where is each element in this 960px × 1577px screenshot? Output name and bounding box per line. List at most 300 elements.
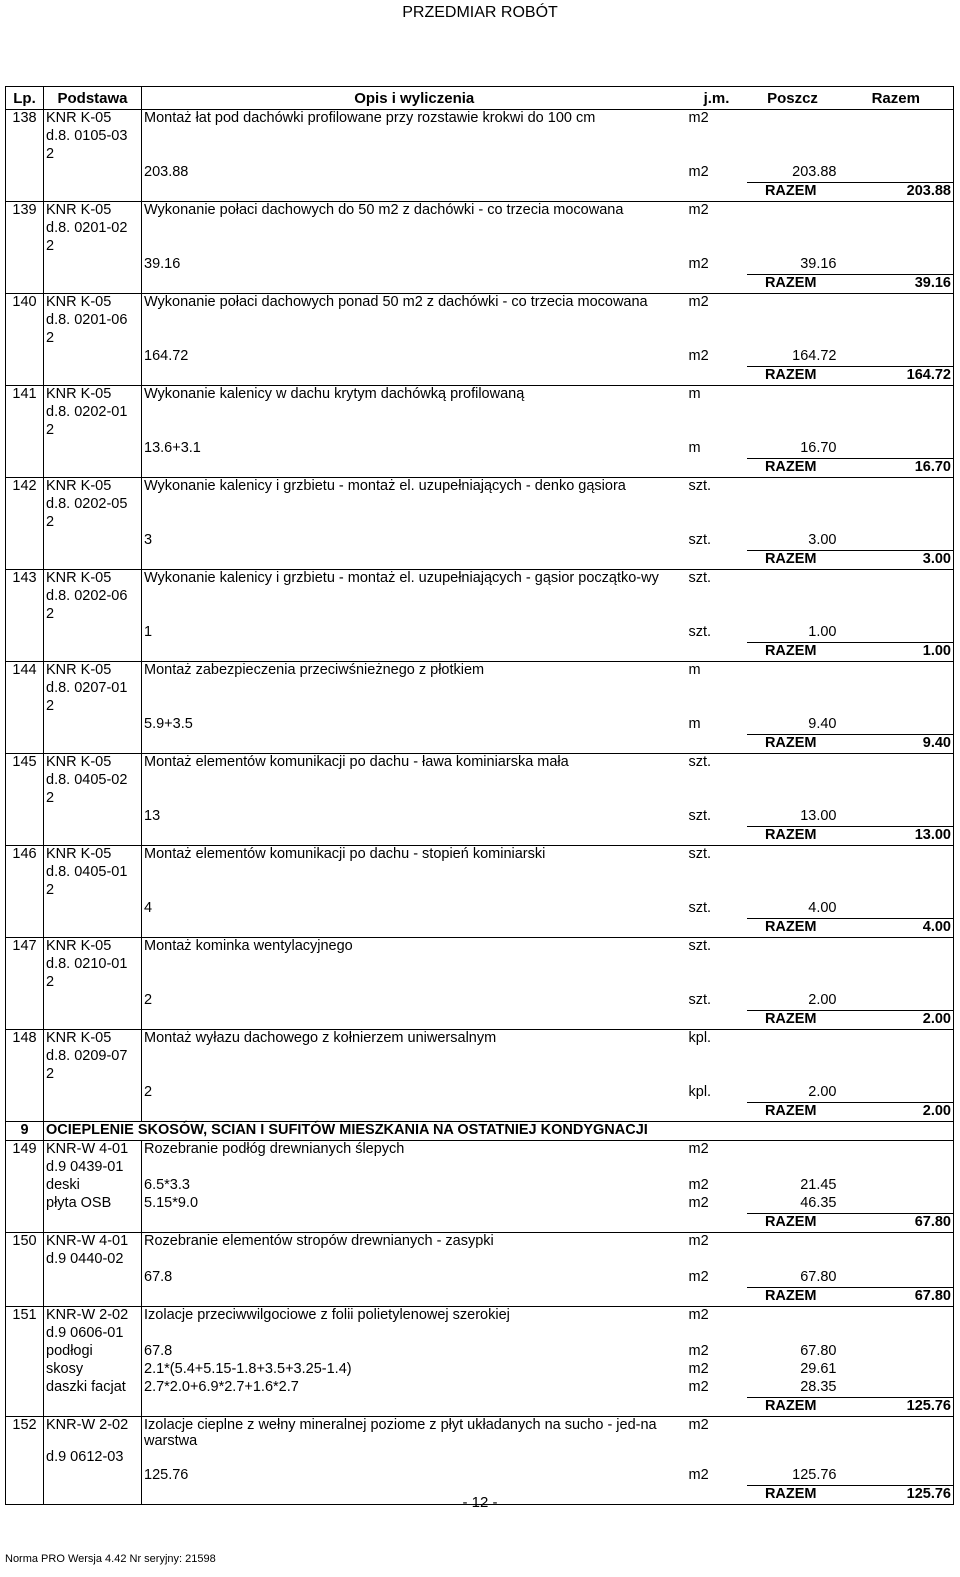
item-lp-empty [6, 1398, 44, 1417]
item-empty [44, 1214, 142, 1233]
calc-label: płyta OSB [44, 1195, 142, 1214]
item-lp: 143 [6, 570, 44, 589]
calc-partial-value: 164.72 [792, 348, 837, 364]
item-lp-empty [6, 919, 44, 938]
item-empty [44, 827, 142, 846]
section-row [6, 1122, 954, 1141]
calc-formula: 1 [144, 624, 153, 640]
item-empty [687, 146, 747, 164]
item-lp-empty [6, 1325, 44, 1343]
item-lp-empty [6, 1288, 44, 1307]
item-empty [747, 1141, 839, 1160]
item-lp: 151 [6, 1307, 44, 1326]
item-empty [747, 790, 839, 808]
item-lp-empty [6, 128, 44, 146]
item-description: Montaż kominka wentylacyjnego [144, 938, 353, 954]
calc-row [6, 1343, 954, 1361]
item-empty [839, 938, 954, 957]
item-podstawa: KNR K-05 [44, 570, 142, 589]
table-row [6, 1251, 954, 1269]
item-empty [687, 974, 747, 992]
item-lp-empty [6, 146, 44, 164]
table-body [6, 110, 954, 1505]
item-lp-empty [6, 183, 44, 202]
calc-unit: m2 [688, 164, 709, 180]
item-empty [44, 1467, 142, 1486]
item-empty [747, 386, 839, 405]
item-empty [747, 1048, 839, 1066]
item-podstawa: KNR K-05 [44, 846, 142, 865]
table-row [6, 938, 954, 957]
table-row [6, 882, 954, 900]
item-lp-empty [6, 643, 44, 662]
item-empty [747, 606, 839, 624]
table-row [6, 1066, 954, 1084]
calc-partial-value: 16.70 [800, 440, 837, 456]
table-row [6, 404, 954, 422]
calc-row [6, 164, 954, 183]
item-empty [44, 1269, 142, 1288]
total-value: 203.88 [839, 183, 954, 202]
item-empty [839, 1449, 954, 1467]
item-description: Montaż elementów komunikacji po dachu - ława kominiarska mała [144, 754, 569, 770]
item-empty [687, 514, 747, 532]
item-empty [44, 275, 142, 294]
item-lp-empty [6, 680, 44, 698]
item-empty [839, 1307, 954, 1326]
calc-formula: 2.7*2.0+6.9*2.7+1.6*2.7 [144, 1379, 299, 1395]
item-empty [142, 974, 687, 992]
item-empty [839, 128, 954, 146]
total-row [6, 919, 954, 938]
total-label: RAZEM [747, 551, 839, 570]
item-podstawa: 2 [44, 514, 142, 532]
table-row [6, 956, 954, 974]
item-empty [839, 496, 954, 514]
section-number: 9 [6, 1122, 44, 1141]
item-lp-empty [6, 1084, 44, 1103]
item-lp-empty [6, 1103, 44, 1122]
item-lp-empty [6, 974, 44, 992]
item-empty [44, 919, 142, 938]
calc-unit: m2 [688, 348, 709, 364]
item-lp-empty [6, 348, 44, 367]
table-row [6, 1030, 954, 1049]
total-label: RAZEM [747, 643, 839, 662]
item-empty [839, 1048, 954, 1066]
item-empty [747, 146, 839, 164]
col-header-poszcz: Poszcz [747, 87, 839, 110]
calc-unit: szt. [688, 900, 712, 916]
item-empty [44, 1084, 142, 1103]
total-row [6, 643, 954, 662]
item-empty [839, 422, 954, 440]
item-empty [687, 367, 747, 386]
item-empty [687, 275, 747, 294]
table-row [6, 238, 954, 256]
item-empty [747, 1307, 839, 1326]
calc-partial-value: 39.16 [800, 256, 837, 272]
col-header-jm: j.m. [687, 87, 747, 110]
total-value: 67.80 [839, 1288, 954, 1307]
item-empty [839, 992, 954, 1011]
item-empty [687, 128, 747, 146]
item-empty [839, 330, 954, 348]
calc-partial-value: 9.40 [808, 716, 837, 732]
item-empty [747, 202, 839, 221]
item-empty [44, 532, 142, 551]
item-empty [839, 238, 954, 256]
item-empty [839, 698, 954, 716]
item-lp: 147 [6, 938, 44, 957]
item-empty [142, 1398, 687, 1417]
item-lp-empty [6, 827, 44, 846]
item-lp-empty [6, 496, 44, 514]
total-label: RAZEM [747, 1486, 839, 1505]
item-empty [839, 312, 954, 330]
item-podstawa: 2 [44, 146, 142, 164]
item-empty [142, 330, 687, 348]
item-empty [747, 680, 839, 698]
item-empty [44, 367, 142, 386]
item-empty [839, 790, 954, 808]
item-empty [687, 827, 747, 846]
item-empty [142, 790, 687, 808]
table-row [6, 588, 954, 606]
item-lp-empty [6, 514, 44, 532]
item-empty [44, 164, 142, 183]
calc-unit: m2 [688, 1269, 709, 1285]
calc-label: deski [44, 1177, 142, 1195]
item-empty [687, 1449, 747, 1467]
item-description: Montaż wyłazu dachowego z kołnierzem uniwersalnym [144, 1030, 497, 1046]
item-empty [44, 551, 142, 570]
item-unit: m2 [688, 1233, 709, 1249]
item-lp-empty [6, 1343, 44, 1361]
item-empty [839, 348, 954, 367]
calc-formula: 13 [144, 808, 161, 824]
calc-unit: kpl. [688, 1084, 712, 1100]
table-row [6, 1325, 954, 1343]
total-row [6, 183, 954, 202]
item-empty [142, 514, 687, 532]
item-empty [142, 312, 687, 330]
total-label: RAZEM [747, 367, 839, 386]
total-row [6, 275, 954, 294]
item-empty [142, 1214, 687, 1233]
item-lp: 145 [6, 754, 44, 773]
item-empty [747, 1030, 839, 1049]
item-empty [839, 624, 954, 643]
total-value: 9.40 [839, 735, 954, 754]
item-empty [142, 367, 687, 386]
item-empty [142, 1251, 687, 1269]
table-row [6, 478, 954, 497]
calc-row [6, 900, 954, 919]
item-empty [747, 1325, 839, 1343]
calc-label: podłogi [44, 1343, 142, 1361]
calc-formula: 4 [144, 900, 153, 916]
total-label: RAZEM [747, 459, 839, 478]
item-description: Rozebranie podłóg drewnianych ślepych [144, 1141, 405, 1157]
item-podstawa: d.9 0439-01 [44, 1159, 142, 1177]
item-empty [142, 1103, 687, 1122]
calc-row [6, 1467, 954, 1486]
total-row [6, 735, 954, 754]
item-empty [747, 1251, 839, 1269]
item-empty [747, 570, 839, 589]
item-empty [747, 312, 839, 330]
item-empty [44, 643, 142, 662]
item-empty [687, 698, 747, 716]
item-lp: 144 [6, 662, 44, 681]
total-value: 39.16 [839, 275, 954, 294]
total-value: 2.00 [839, 1011, 954, 1030]
item-empty [142, 1011, 687, 1030]
item-podstawa: KNR K-05 [44, 202, 142, 221]
item-empty [142, 459, 687, 478]
item-lp-empty [6, 698, 44, 716]
item-empty [747, 864, 839, 882]
table-row [6, 1141, 954, 1160]
item-empty [142, 956, 687, 974]
item-lp-empty [6, 532, 44, 551]
item-empty [839, 882, 954, 900]
total-value: 125.76 [839, 1398, 954, 1417]
item-empty [44, 624, 142, 643]
item-empty [839, 974, 954, 992]
item-podstawa: d.8. 0201-06 [44, 312, 142, 330]
item-empty [687, 882, 747, 900]
item-empty [839, 202, 954, 221]
item-lp-empty [6, 882, 44, 900]
item-empty [687, 1288, 747, 1307]
calc-partial-value: 67.80 [800, 1269, 837, 1285]
item-empty [687, 790, 747, 808]
col-header-opis: Opis i wyliczenia [142, 87, 687, 110]
item-unit: szt. [688, 846, 712, 862]
item-empty [687, 606, 747, 624]
item-lp-empty [6, 330, 44, 348]
item-empty [687, 772, 747, 790]
total-label: RAZEM [747, 1011, 839, 1030]
item-lp: 141 [6, 386, 44, 405]
item-lp-empty [6, 1177, 44, 1195]
item-lp: 152 [6, 1417, 44, 1450]
item-empty [142, 882, 687, 900]
item-empty [839, 1379, 954, 1398]
total-row [6, 367, 954, 386]
item-podstawa: KNR K-05 [44, 938, 142, 957]
item-lp-empty [6, 956, 44, 974]
item-unit: szt. [688, 570, 712, 586]
table-row [6, 1307, 954, 1326]
calc-formula: 203.88 [144, 164, 189, 180]
item-lp: 146 [6, 846, 44, 865]
calc-unit: szt. [688, 808, 712, 824]
item-empty [747, 1449, 839, 1467]
item-empty [839, 1177, 954, 1195]
item-lp-empty [6, 404, 44, 422]
item-empty [839, 956, 954, 974]
item-podstawa: KNR K-05 [44, 386, 142, 405]
total-label: RAZEM [747, 827, 839, 846]
calc-formula: 5.15*9.0 [144, 1195, 199, 1211]
item-lp-empty [6, 900, 44, 919]
table-row [6, 220, 954, 238]
item-empty [747, 238, 839, 256]
table-row [6, 570, 954, 589]
item-empty [142, 864, 687, 882]
item-podstawa: d.8. 0405-01 [44, 864, 142, 882]
item-lp-empty [6, 1467, 44, 1486]
item-empty [142, 275, 687, 294]
calc-formula: 2 [144, 992, 153, 1008]
item-lp-empty [6, 790, 44, 808]
calc-partial-value: 21.45 [800, 1177, 837, 1193]
item-empty [44, 735, 142, 754]
item-empty [44, 992, 142, 1011]
item-lp-empty [6, 716, 44, 735]
item-empty [747, 846, 839, 865]
item-empty [839, 164, 954, 183]
calc-partial-value: 4.00 [808, 900, 837, 916]
item-empty [44, 183, 142, 202]
item-unit: kpl. [688, 1030, 712, 1046]
item-podstawa: d.8. 0210-01 [44, 956, 142, 974]
item-empty [142, 404, 687, 422]
item-empty [142, 183, 687, 202]
item-description: Wykonanie połaci dachowych do 50 m2 z dachówki - co trzecia mocowana [144, 202, 624, 218]
total-row [6, 1011, 954, 1030]
item-empty [839, 1159, 954, 1177]
item-empty [839, 772, 954, 790]
item-lp-empty [6, 275, 44, 294]
item-empty [747, 938, 839, 957]
item-lp-empty [6, 1379, 44, 1398]
item-empty [687, 1159, 747, 1177]
item-empty [839, 588, 954, 606]
calc-label: daszki facjat [44, 1379, 142, 1398]
item-podstawa: KNR K-05 [44, 1030, 142, 1049]
item-empty [839, 606, 954, 624]
item-empty [142, 1449, 687, 1467]
calc-row [6, 992, 954, 1011]
item-empty [44, 1011, 142, 1030]
col-header-lp: Lp. [6, 87, 44, 110]
calc-partial-value: 1.00 [808, 624, 837, 640]
item-podstawa: KNR K-05 [44, 110, 142, 129]
item-empty [142, 220, 687, 238]
calc-formula: 13.6+3.1 [144, 440, 201, 456]
item-empty [839, 900, 954, 919]
section-title: OCIEPLENIE SKOSÓW, SCIAN I SUFITÓW MIESZKANIA NA OSTATNIEJ KONDYGNACJI [44, 1122, 954, 1141]
total-label: RAZEM [747, 1398, 839, 1417]
item-empty [44, 900, 142, 919]
calc-formula: 164.72 [144, 348, 189, 364]
document-title: PRZEDMIAR ROBÓT [402, 4, 558, 21]
total-row [6, 1288, 954, 1307]
calc-row [6, 716, 954, 735]
item-empty [687, 551, 747, 570]
item-empty [747, 772, 839, 790]
calc-unit: m2 [688, 256, 709, 272]
item-empty [839, 514, 954, 532]
item-empty [687, 220, 747, 238]
total-row [6, 827, 954, 846]
item-empty [687, 1214, 747, 1233]
item-empty [839, 864, 954, 882]
item-unit: m2 [688, 110, 709, 126]
item-empty [839, 1195, 954, 1214]
item-podstawa: d.8. 0202-05 [44, 496, 142, 514]
item-unit: m2 [688, 202, 709, 218]
item-empty [747, 588, 839, 606]
item-empty [747, 404, 839, 422]
calc-unit: m [688, 716, 701, 732]
calc-row [6, 1195, 954, 1214]
item-empty [142, 238, 687, 256]
item-unit: m [688, 386, 701, 402]
total-label: RAZEM [747, 735, 839, 754]
item-podstawa: KNR-W 2-02 [44, 1417, 142, 1450]
item-empty [747, 1066, 839, 1084]
item-lp-empty [6, 1011, 44, 1030]
item-description: Montaż łat pod dachówki profilowane przy rozstawie krokwi do 100 cm [144, 110, 596, 126]
item-empty [747, 974, 839, 992]
item-empty [839, 1251, 954, 1269]
item-lp-empty [6, 1066, 44, 1084]
item-empty [747, 128, 839, 146]
table-row [6, 128, 954, 146]
item-empty [839, 478, 954, 497]
item-podstawa: KNR-W 4-01 [44, 1233, 142, 1252]
item-podstawa: 2 [44, 974, 142, 992]
total-label: RAZEM [747, 1214, 839, 1233]
table-row [6, 606, 954, 624]
item-podstawa: d.8. 0201-02 [44, 220, 142, 238]
item-empty [747, 478, 839, 497]
total-label: RAZEM [747, 1103, 839, 1122]
total-value: 16.70 [839, 459, 954, 478]
item-lp-empty [6, 422, 44, 440]
item-unit: szt. [688, 478, 712, 494]
total-value: 1.00 [839, 643, 954, 662]
item-empty [142, 919, 687, 938]
item-lp-empty [6, 1269, 44, 1288]
item-podstawa: 2 [44, 698, 142, 716]
item-empty [839, 1417, 954, 1450]
col-header-podstawa: Podstawa [44, 87, 142, 110]
item-empty [747, 662, 839, 681]
item-empty [687, 422, 747, 440]
item-empty [839, 680, 954, 698]
item-empty [747, 1233, 839, 1252]
item-podstawa: KNR-W 4-01 [44, 1141, 142, 1160]
calc-partial-value: 29.61 [800, 1361, 837, 1377]
item-lp-empty [6, 312, 44, 330]
item-empty [687, 1048, 747, 1066]
total-label: RAZEM [747, 183, 839, 202]
table-row [6, 514, 954, 532]
item-empty [839, 754, 954, 773]
item-empty [44, 459, 142, 478]
item-empty [839, 1066, 954, 1084]
calc-row [6, 624, 954, 643]
item-description: Izolacje przeciwwilgociowe z folii polietylenowej szerokiej [144, 1307, 510, 1323]
item-podstawa: KNR K-05 [44, 478, 142, 497]
item-empty [142, 698, 687, 716]
